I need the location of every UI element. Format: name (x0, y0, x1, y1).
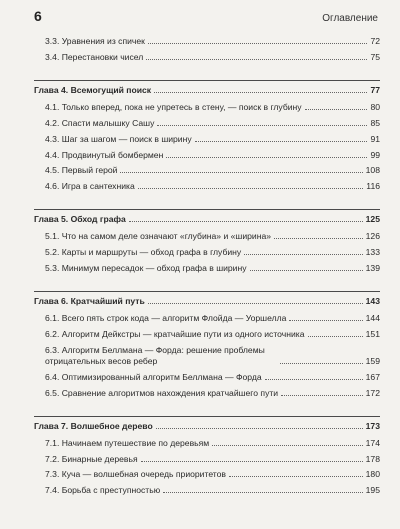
leader-dots (195, 141, 368, 142)
chapter-page: 77 (370, 84, 380, 95)
toc-entry-title: 5.2. Карты и маршруты — обход графа в глубину (45, 247, 242, 258)
toc-entry (34, 52, 380, 63)
chapter-page: 173 (365, 420, 380, 431)
leader-dots (274, 238, 363, 239)
toc-entry-title: 6.4. Оптимизированный алгоритм Беллмана — Форда (45, 371, 262, 382)
toc-entry-page: 144 (365, 313, 380, 324)
chapter-title: Глава 7. Волшебное дерево (34, 420, 153, 431)
toc-entry-title: 6.3. Алгоритм Беллмана — Форда: решение проблемы отрицательных весов ребер (45, 344, 265, 366)
chapter-title: Глава 6. Кратчайший путь (34, 296, 145, 307)
toc-entry (34, 454, 380, 465)
toc-entry-page: 75 (370, 51, 380, 62)
toc-entry (34, 165, 380, 176)
chapter-page: 125 (365, 214, 380, 225)
toc-entry (34, 485, 380, 496)
toc-entry-page: 151 (365, 329, 380, 340)
leader-dots (166, 157, 367, 158)
chapter-heading (34, 85, 380, 96)
toc-entry-title: 4.6. Игра в сантехника (45, 181, 135, 192)
leader-dots (250, 270, 363, 271)
toc-entry-title: 6.5. Сравнение алгоритмов нахождения кратчайшего пути (45, 387, 279, 398)
leader-dots (280, 363, 363, 364)
toc-entry-title: 5.1. Что на самом деле означают «глубина» и «ширина» (45, 231, 272, 242)
chapter-heading (34, 214, 380, 225)
chapter-title: Глава 4. Всемогущий поиск (34, 84, 152, 95)
leader-dots (305, 109, 368, 110)
toc-entry-page: 116 (366, 181, 380, 192)
toc-entry (34, 263, 380, 274)
leader-dots (156, 428, 363, 429)
toc-entry (34, 181, 380, 192)
toc-entry (34, 150, 380, 161)
toc-entry-page: 133 (365, 247, 380, 258)
toc-entry-title: 5.3. Минимум пересадок — обход графа в ширину (45, 263, 247, 274)
chapter-page: 143 (365, 296, 380, 307)
toc-entry-title: 6.1. Всего пять строк кода — алгоритм Флойда — Уоршелла (45, 313, 287, 324)
leader-dots (129, 221, 363, 222)
toc-entry (34, 118, 380, 129)
leader-dots (308, 336, 363, 337)
toc-entry-title: 3.4. Перестановки чисел (45, 51, 144, 62)
toc-entry-title: 3.3. Уравнения из спичек (45, 36, 145, 46)
page-number: 6 (34, 8, 42, 24)
running-title: Оглавление (322, 13, 378, 24)
toc-entry-page: 159 (365, 355, 380, 366)
leader-dots (229, 476, 363, 477)
toc-entry-title: 4.4. Продвинутый бомбермен (45, 149, 164, 160)
toc-entry (34, 388, 380, 399)
toc-entry-title: 7.3. Куча — волшебная очередь приоритетов (45, 469, 226, 480)
leader-dots (157, 125, 367, 126)
leader-dots (146, 59, 367, 60)
leader-dots (141, 461, 363, 462)
chapter-4 (34, 80, 380, 192)
leader-dots (148, 43, 368, 44)
toc-entry-page: 80 (370, 101, 380, 112)
chapter-heading (34, 421, 380, 432)
toc-entry (34, 329, 380, 340)
toc-entry-page: 178 (365, 453, 380, 464)
leader-dots (212, 445, 362, 446)
leader-dots (148, 303, 363, 304)
chapter-heading (34, 296, 380, 307)
toc-entry (34, 372, 380, 383)
toc-entry-page: 99 (370, 149, 380, 160)
leader-dots (265, 379, 363, 380)
toc-entry (34, 134, 380, 145)
toc-entry-page: 139 (365, 263, 380, 274)
leader-dots (163, 492, 363, 493)
toc-entry-page: 91 (370, 133, 380, 144)
toc-entry (34, 469, 380, 480)
chapter-5 (34, 209, 380, 274)
toc-entry-title: 7.4. Борьба с преступностью (45, 485, 161, 496)
table-of-contents (34, 36, 380, 501)
leader-dots (289, 320, 362, 321)
leader-dots (120, 172, 362, 173)
toc-entry (34, 231, 380, 242)
toc-entry-title: 7.1. Начинаем путешествие по деревьям (45, 437, 210, 448)
chapter-7 (34, 416, 380, 497)
leader-dots (244, 254, 362, 255)
toc-entry-title: 4.1. Только вперед, пока не упретесь в стену, — поиск в глубину (45, 101, 302, 112)
toc-entry-page: 108 (365, 165, 380, 176)
toc-entry-title: 4.2. Спасти малышку Сашу (45, 117, 155, 128)
toc-entry-page: 72 (370, 36, 380, 46)
leader-dots (138, 188, 364, 189)
toc-entry-page: 172 (365, 387, 380, 398)
chapter-6 (34, 291, 380, 399)
toc-pre-entries (34, 36, 380, 63)
toc-entry-title: 7.2. Бинарные деревья (45, 453, 138, 464)
toc-entry-page: 85 (370, 117, 380, 128)
toc-entry-title: 6.2. Алгоритм Дейкстры — кратчайшие пути из одного источника (45, 329, 305, 340)
toc-entry (34, 247, 380, 258)
toc-entry-page: 126 (365, 231, 380, 242)
toc-entry-title: 4.3. Шаг за шагом — поиск в ширину (45, 133, 192, 144)
toc-entry (34, 313, 380, 324)
toc-entry (34, 102, 380, 113)
toc-entry-title: 4.5. Первый герой (45, 165, 118, 176)
page-header (34, 8, 378, 26)
toc-entry-page: 174 (365, 437, 380, 448)
toc-entry (34, 345, 380, 367)
toc-entry-page: 180 (365, 469, 380, 480)
toc-entry (34, 438, 380, 449)
toc-entry-page: 167 (365, 371, 380, 382)
toc-entry-page: 195 (365, 485, 380, 496)
toc-entry (34, 36, 380, 47)
chapter-title: Глава 5. Обход графа (34, 214, 126, 225)
leader-dots (281, 395, 363, 396)
leader-dots (154, 92, 367, 93)
